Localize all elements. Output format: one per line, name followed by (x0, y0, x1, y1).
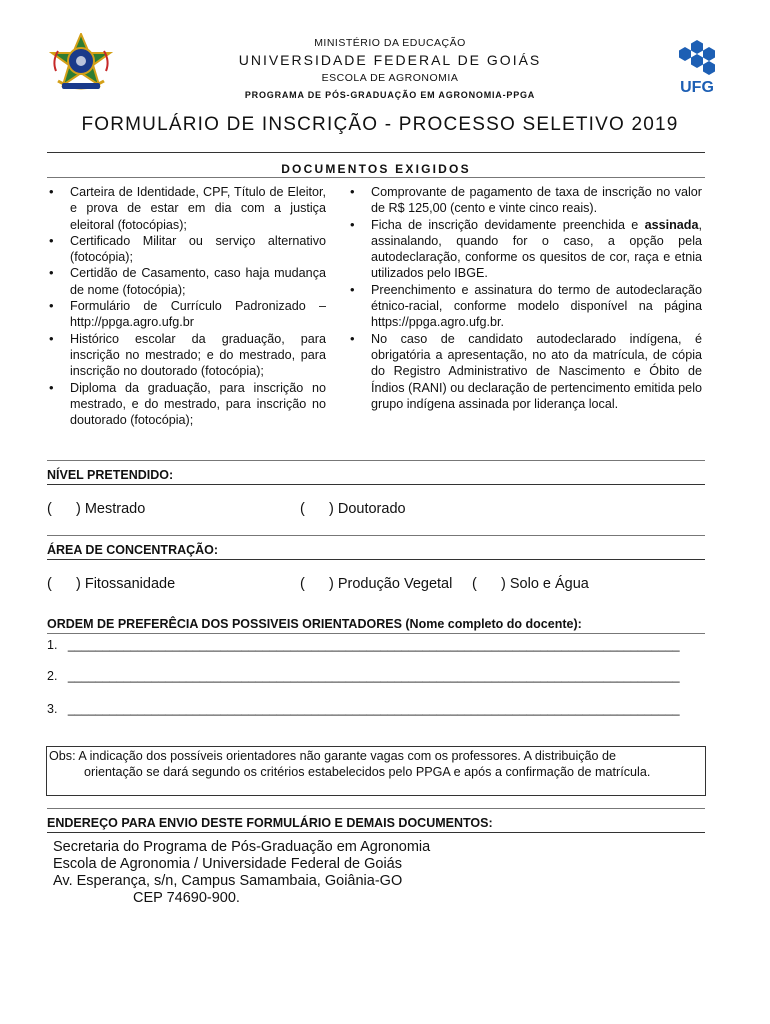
ufg-logo-text: UFG (680, 79, 714, 96)
document-item: • Carteira de Identidade, CPF, Título de Eleitor, e prova de estar em dia com a justiça eleitoral (fotocópias); (47, 184, 326, 233)
documents-title: DOCUMENTOS EXIGIDOS (281, 162, 471, 176)
divider (47, 152, 705, 153)
documents-left-column (47, 184, 326, 428)
address-line: Av. Esperança, s/n, Campus Samambaia, Goiânia-GO (53, 873, 403, 889)
document-item: • No caso de candidato autodeclarado indígena, é obrigatória a apresentação, no ato da matrícula, de cópia do Registro Administrativo de Nascimento e Óbito de Índios (RANI) ou declaração de pertencimento emitida pelo grupo indígena assinada por liderança local. (348, 331, 702, 412)
ufg-hexagons-icon (672, 38, 722, 76)
document-item: • Preenchimento e assinatura do termo de autodeclaração étnico-racial, conforme modelo disponível na página https://ppga.agro.ufg.br. (348, 282, 702, 331)
document-item: • Certificado Militar ou serviço alternativo (fotocópia); (47, 233, 326, 266)
observation-box (46, 746, 706, 796)
divider (47, 460, 705, 461)
option-fitossanidade[interactable]: ( ) Fitossanidade (47, 576, 176, 592)
endereco-label: ENDEREÇO PARA ENVIO DESTE FORMULÁRIO E DEMAIS DOCUMENTOS: (47, 816, 493, 830)
program-name: PROGRAMA DE PÓS-GRADUAÇÃO EM AGRONOMIA-PPGA (244, 90, 536, 100)
divider (47, 177, 705, 178)
observation-first-line: Obs: A indicação dos possíveis orientadores não garante vagas com os professores. A distribuição de (49, 749, 617, 763)
document-item-text: , assinalando, quando for o caso, a opção pela autodeclaração, conforme os quesitos de cor, raça e etnia utilizados pelo IBGE. (371, 217, 702, 281)
orientador-line-3[interactable]: 3. ________________________________________________________________________________________ (47, 702, 680, 716)
address-block (53, 839, 430, 907)
documents-right-column (348, 184, 702, 412)
ministry-label: MINISTÉRIO DA EDUCAÇÃO (314, 37, 466, 49)
document-item: • Histórico escolar da graduação, para inscrição no mestrado; e do mestrado, para inscrição no doutorado (fotocópia); (47, 331, 326, 380)
ufg-logo (672, 38, 722, 98)
university-name: UNIVERSIDADE FEDERAL DE GOIÁS (238, 52, 542, 68)
school-name: ESCOLA DE AGRONOMIA (321, 72, 459, 84)
area-label: ÁREA DE CONCENTRAÇÃO: (47, 543, 219, 557)
divider (47, 484, 705, 485)
document-item (348, 217, 702, 282)
divider (47, 559, 705, 560)
brazil-coat-of-arms-logo (48, 33, 114, 95)
option-solo-e-agua[interactable]: ( ) Solo e Água (472, 576, 589, 592)
address-cep: CEP 74690-900. (133, 890, 240, 906)
divider (47, 535, 705, 536)
nivel-label: NÍVEL PRETENDIDO: (47, 468, 174, 482)
document-item-emphasis: assinada (644, 217, 699, 232)
option-doutorado[interactable]: ( ) Doutorado (300, 501, 406, 517)
document-item: • Comprovante de pagamento de taxa de inscrição no valor de R$ 125,00 (cento e vinte cinco reais). (348, 184, 702, 217)
document-item: • Diploma da graduação, para inscrição no mestrado, e do mestrado, para inscrição no doutorado (fotocópia); (47, 380, 326, 429)
document-item-text: Ficha de inscrição devidamente preenchida e (371, 217, 645, 232)
address-line: Secretaria do Programa de Pós-Graduação em Agronomia (53, 839, 431, 855)
divider (47, 832, 705, 833)
form-title: FORMULÁRIO DE INSCRIÇÃO - PROCESSO SELETIVO 2019 (81, 114, 679, 135)
document-item: • Formulário de Currículo Padronizado – http://ppga.agro.ufg.br (47, 298, 326, 331)
document-item: • Certidão de Casamento, caso haja mudança de nome (fotocópia); (47, 265, 326, 298)
option-mestrado[interactable]: ( ) Mestrado (47, 501, 146, 517)
orientador-line-2[interactable]: 2. ________________________________________________________________________________________ (47, 669, 680, 683)
divider (47, 633, 705, 634)
observation-text: orientação se dará segundo os critérios estabelecidos pelo PPGA e após a confirmação de matrícula. (84, 765, 651, 779)
orientadores-label: ORDEM DE PREFERÊCIA DOS POSSIVEIS ORIENTADORES (Nome completo do docente): (47, 617, 582, 631)
orientador-line-1[interactable]: 1. ________________________________________________________________________________________ (47, 638, 680, 652)
address-line: Escola de Agronomia / Universidade Federal de Goiás (53, 856, 402, 872)
option-producao-vegetal[interactable]: ( ) Produção Vegetal (300, 576, 453, 592)
divider (47, 808, 705, 809)
